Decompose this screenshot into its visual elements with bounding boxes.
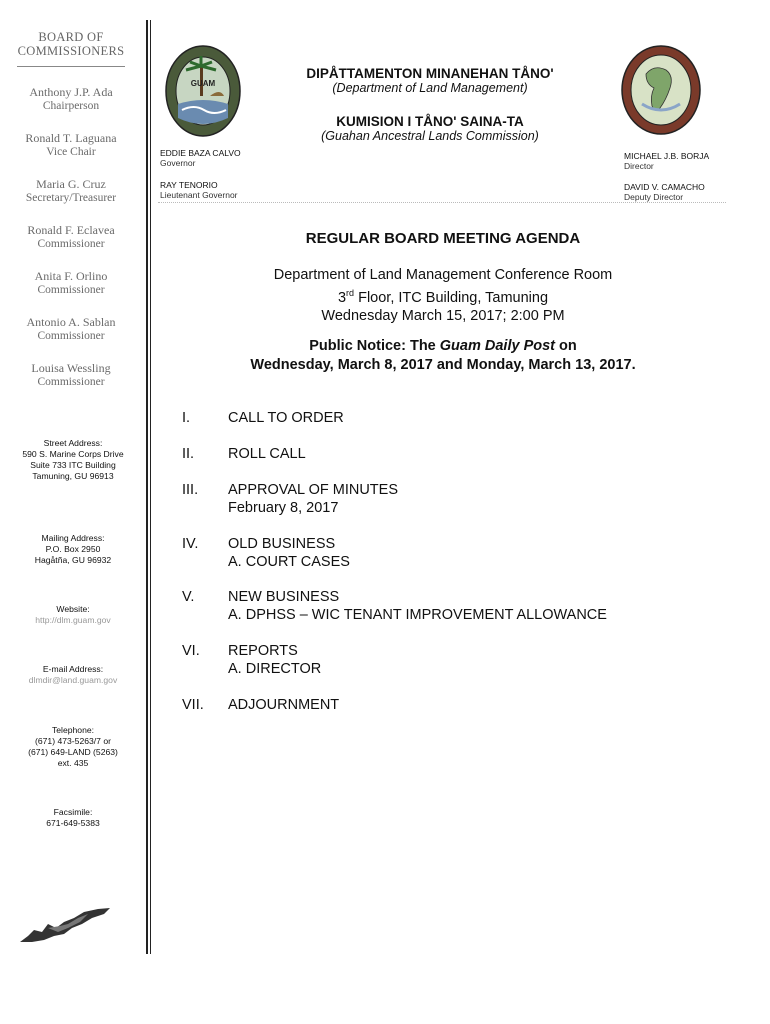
item-title: ROLL CALL bbox=[228, 446, 306, 462]
officer-title: Director bbox=[624, 161, 654, 171]
street-address-line: Tamuning, GU 96913 bbox=[32, 471, 114, 481]
notice-prefix: Public Notice: The bbox=[309, 338, 440, 354]
member-role: Commissioner bbox=[37, 238, 105, 250]
email-link[interactable]: dlmdir@land.guam.gov bbox=[28, 675, 118, 685]
member-role: Secretary/Treasurer bbox=[25, 192, 117, 204]
member-name: Ronald F. Eclavea bbox=[27, 223, 115, 237]
commission-title bbox=[260, 114, 600, 143]
street-address bbox=[0, 438, 146, 482]
facsimile-block bbox=[0, 807, 146, 829]
sidebar-divider-thin bbox=[150, 20, 151, 954]
member-role: Chairperson bbox=[42, 100, 100, 112]
member-role: Commissioner bbox=[37, 376, 105, 388]
website-link[interactable]: http://dlm.guam.gov bbox=[35, 615, 111, 625]
member-name: Anita F. Orlino bbox=[34, 269, 108, 283]
guam-seal-icon bbox=[164, 44, 242, 138]
member-name: Anthony J.P. Ada bbox=[29, 85, 113, 99]
item-title: NEW BUSINESS bbox=[228, 589, 340, 605]
item-subtitle: A. COURT CASES bbox=[228, 554, 350, 570]
item-number: II. bbox=[182, 446, 195, 462]
deputy-director bbox=[624, 182, 705, 202]
member-eclavea bbox=[0, 223, 142, 251]
member-wessling bbox=[0, 361, 142, 389]
telephone-label: Telephone: bbox=[51, 725, 95, 735]
notice-suffix: on bbox=[555, 338, 577, 354]
item-title: OLD BUSINESS bbox=[228, 536, 336, 552]
venue-floor bbox=[158, 284, 728, 307]
board-title-rule bbox=[17, 66, 125, 67]
item-number: I. bbox=[182, 410, 191, 426]
commission-name: KUMISION I TÅNO' SAINA-TA bbox=[336, 114, 524, 129]
agenda-title: REGULAR BOARD MEETING AGENDA bbox=[305, 230, 581, 247]
item-subtitle: A. DPHSS – WIC TENANT IMPROVEMENT ALLOWANCE bbox=[228, 607, 607, 623]
board-title-line1: BOARD OF bbox=[38, 30, 104, 44]
website-block bbox=[0, 604, 146, 626]
mailing-address-line: Hagåtña, GU 96932 bbox=[34, 555, 112, 565]
board-title bbox=[0, 30, 142, 58]
sidebar bbox=[0, 30, 142, 389]
officer-title: Governor bbox=[160, 158, 196, 168]
telephone-line: ext. 435 bbox=[57, 758, 89, 768]
commission-subtitle: (Guahan Ancestral Lands Commission) bbox=[321, 129, 539, 143]
mailing-address bbox=[0, 533, 146, 566]
item-title: CALL TO ORDER bbox=[228, 410, 344, 426]
mailing-address-label: Mailing Address: bbox=[41, 533, 105, 543]
street-address-line: Suite 733 ITC Building bbox=[30, 460, 116, 470]
floor-number: 3 bbox=[337, 289, 347, 306]
department-title bbox=[260, 66, 600, 95]
item-number: III. bbox=[182, 482, 199, 498]
officer-title: Deputy Director bbox=[624, 192, 684, 202]
department-subtitle: (Department of Land Management) bbox=[332, 81, 528, 95]
meeting-datetime: Wednesday March 15, 2017; 2:00 PM bbox=[321, 307, 565, 324]
item-number: VI. bbox=[182, 643, 200, 659]
meeting-venue bbox=[158, 266, 728, 325]
member-laguana bbox=[0, 131, 142, 159]
item-title: APPROVAL OF MINUTES bbox=[228, 482, 398, 498]
item-number: V. bbox=[182, 589, 195, 605]
ancestral-lands-seal-icon bbox=[620, 44, 702, 136]
notice-dates: Wednesday, March 8, 2017 and Monday, March 13, 2017. bbox=[250, 357, 636, 373]
member-role: Commissioner bbox=[37, 284, 105, 296]
telephone-block bbox=[0, 725, 146, 769]
email-label: E-mail Address: bbox=[42, 664, 104, 674]
member-orlino bbox=[0, 269, 142, 297]
department-name: DIPÅTTAMENTON MINANEHAN TÅNO' bbox=[306, 66, 554, 81]
guam-island-icon bbox=[18, 906, 114, 946]
member-name: Ronald T. Laguana bbox=[25, 131, 117, 145]
public-notice bbox=[158, 337, 728, 375]
director bbox=[624, 151, 709, 171]
item-title: ADJOURNMENT bbox=[228, 697, 340, 713]
officer-name: MICHAEL J.B. BORJA bbox=[624, 151, 710, 161]
floor-building: Floor, ITC Building, Tamuning bbox=[354, 289, 549, 306]
item-subtitle: A. DIRECTOR bbox=[228, 661, 322, 677]
item-title: REPORTS bbox=[228, 643, 298, 659]
officer-name: DAVID V. CAMACHO bbox=[624, 182, 705, 192]
member-sablan bbox=[0, 315, 142, 343]
street-address-line: 590 S. Marine Corps Drive bbox=[22, 449, 124, 459]
lieutenant-governor bbox=[160, 180, 238, 200]
facsimile-number: 671-649-5383 bbox=[46, 818, 100, 828]
member-ada bbox=[0, 85, 142, 113]
member-name: Antonio A. Sablan bbox=[26, 315, 116, 329]
street-address-label: Street Address: bbox=[43, 438, 103, 448]
facsimile-label: Facsimile: bbox=[53, 807, 93, 817]
officer-title: Lieutenant Governor bbox=[160, 190, 238, 200]
sidebar-divider bbox=[146, 20, 148, 954]
officer-name: RAY TENORIO bbox=[160, 180, 218, 190]
officer-name: EDDIE BAZA CALVO bbox=[160, 148, 241, 158]
floor-ordinal: rd bbox=[346, 288, 355, 298]
header-divider bbox=[158, 202, 726, 203]
seal-text: GUAM bbox=[190, 79, 216, 88]
telephone-line: (671) 649-LAND (5263) bbox=[28, 747, 118, 757]
member-cruz bbox=[0, 177, 142, 205]
item-number: IV. bbox=[182, 536, 199, 552]
email-block bbox=[0, 664, 146, 686]
member-role: Commissioner bbox=[37, 330, 105, 342]
item-number: VII. bbox=[182, 697, 204, 713]
notice-line1 bbox=[158, 337, 728, 356]
website-label: Website: bbox=[56, 604, 90, 614]
mailing-address-line: P.O. Box 2950 bbox=[45, 544, 101, 554]
notice-newspaper: Guam Daily Post bbox=[439, 338, 555, 354]
telephone-line: (671) 473-5263/7 or bbox=[35, 736, 111, 746]
venue-room: Department of Land Management Conference Room bbox=[273, 267, 613, 283]
member-name: Maria G. Cruz bbox=[36, 177, 106, 191]
item-subtitle: February 8, 2017 bbox=[228, 500, 339, 516]
member-role: Vice Chair bbox=[46, 146, 96, 158]
board-title-line2: COMMISSIONERS bbox=[17, 44, 125, 58]
member-name: Louisa Wessling bbox=[31, 361, 111, 375]
governor bbox=[160, 148, 241, 168]
